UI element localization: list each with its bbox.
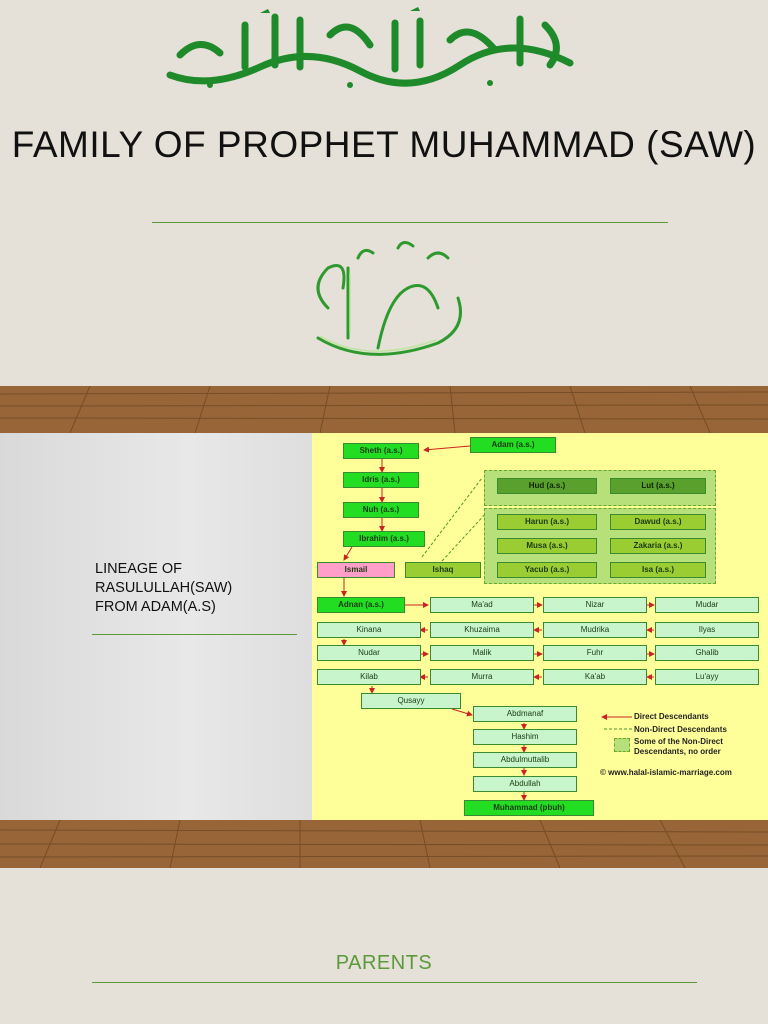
- tree-node: Ma'ad: [430, 597, 534, 613]
- chart-copyright: © www.halal-islamic-marriage.com: [600, 768, 732, 777]
- parents-heading: PARENTS: [335, 952, 433, 974]
- page-title: FAMILY OF PROPHET MUHAMMAD (SAW): [11, 124, 757, 165]
- muhammad-calligraphy: [288, 228, 478, 383]
- title-divider: [152, 222, 668, 223]
- tree-node: Nizar: [543, 597, 647, 613]
- lineage-divider: [92, 634, 297, 635]
- tree-node: Idris (a.s.): [343, 472, 419, 488]
- tree-node: Murra: [430, 669, 534, 685]
- tree-node: Ghalib: [655, 645, 759, 661]
- tree-node: Mudar: [655, 597, 759, 613]
- tree-node: Hashim: [473, 729, 577, 745]
- tree-node: Abdulmuttalib: [473, 752, 577, 768]
- tree-node: Fuhr: [543, 645, 647, 661]
- tree-node: Ilyas: [655, 622, 759, 638]
- tree-node: Abdmanaf: [473, 706, 577, 722]
- lineage-heading: LINEAGE OF RASULULLAH(SAW) FROM ADAM(A.S): [95, 561, 233, 615]
- tree-node: Harun (a.s.): [497, 514, 597, 530]
- tree-node: Nuh (a.s.): [343, 502, 419, 518]
- wood-floor-band: [0, 386, 768, 433]
- tree-node: Zakaria (a.s.): [610, 538, 706, 554]
- legend-direct: Direct Descendants: [634, 712, 709, 721]
- tree-node: Malik: [430, 645, 534, 661]
- tree-node: Muhammad (pbuh): [464, 800, 594, 816]
- legend-non-direct: Non-Direct Descendants: [634, 725, 727, 734]
- tree-node: Kilab: [317, 669, 421, 685]
- title-slide: [0, 0, 768, 386]
- tree-node: Abdullah: [473, 776, 577, 792]
- legend-group-swatch: [614, 738, 630, 752]
- tree-node: Ishaq: [405, 562, 481, 578]
- tree-node: Hud (a.s.): [497, 478, 597, 494]
- tree-node: Adnan (a.s.): [317, 597, 405, 613]
- tree-node: Musa (a.s.): [497, 538, 597, 554]
- wood-floor-band: [0, 820, 768, 868]
- tree-node: Yacub (a.s.): [497, 562, 597, 578]
- bismillah-calligraphy: [150, 5, 590, 93]
- tree-node: Dawud (a.s.): [610, 514, 706, 530]
- legend-some-2: Descendants, no order: [634, 747, 721, 756]
- tree-node: Ibrahim (a.s.): [343, 531, 425, 547]
- tree-node: Lu'ayy: [655, 669, 759, 685]
- tree-node: Ka'ab: [543, 669, 647, 685]
- parents-divider: [92, 982, 697, 983]
- parents-slide: [0, 868, 768, 1024]
- tree-node: Lut (a.s.): [610, 478, 706, 494]
- tree-node: Sheth (a.s.): [343, 443, 419, 459]
- tree-node: Khuzaima: [430, 622, 534, 638]
- tree-node: Nudar: [317, 645, 421, 661]
- tree-node: Adam (a.s.): [470, 437, 556, 453]
- tree-node: Isa (a.s.): [610, 562, 706, 578]
- lineage-slide-panel: [0, 433, 312, 820]
- tree-node: Mudrika: [543, 622, 647, 638]
- tree-node: Qusayy: [361, 693, 461, 709]
- legend-some-1: Some of the Non-Direct: [634, 737, 723, 746]
- tree-node: Ismail: [317, 562, 395, 578]
- tree-node: Kinana: [317, 622, 421, 638]
